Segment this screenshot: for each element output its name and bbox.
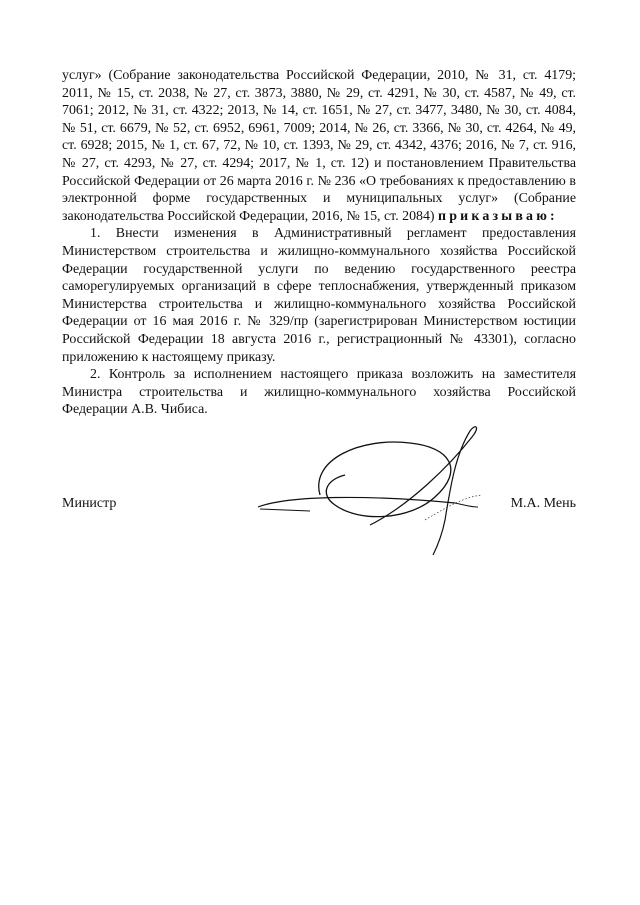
document-body [62, 67, 576, 419]
signature-row [62, 496, 576, 518]
order-word: приказываю: [438, 208, 558, 224]
signer-title: Министр [62, 496, 117, 511]
order-item-2: 2. Контроль за исполнением настоящего приказа возложить на заместителя Министра строительства и жилищно-коммунального хозяйства Российской Федерации А.В. Чибиса. [62, 367, 576, 418]
order-item-1: 1. Внести изменения в Административный регламент предоставления Министерством строительства и жилищно-коммунального хозяйства Российской Федерации государственной услуги по ведению государственного реестра саморегулируемых организаций в сфере теплоснабжения, утвержденный приказом Министерства строительства и жилищно-коммунального хозяйства Российской Федерации от 16 мая 2016 г. № 329/пр (зарегистрирован Министерством юстиции Российской Федерации 18 августа 2016 г., регистрационный № 43301), согласно приложению к настоящему приказу. [62, 226, 576, 365]
intro-paragraph [62, 67, 576, 225]
signature-image [250, 425, 490, 565]
signer-name: М.А. Мень [510, 496, 576, 511]
intro-text: услуг» (Собрание законодательства Российской Федерации, 2010, № 31, ст. 4179; 2011, № 15, ст. 2038, № 27, ст. 3873, 3880, № 29, ст. 4291, № 30, ст. 4587, № 49, ст. 7061; 2012, № 31, ст. 4322; 2013, № 14, ст. 1651, № 27, ст. 3477, 3480, № 30, ст. 4084, № 51, ст. 6679, № 52, ст. 6952, 6961, 7009; 2014, № 26, ст. 3366, № 30, ст. 4264, № 49, ст. 6928; 2015, № 1, ст. 67, 72, № 10, ст. 1393, № 29, ст. 4342, 4376; 2016, № 7, ст. 916, № 27, ст. 4293, № 27, ст. 4294; 2017, № 1, ст. 12) и постановлением Правительства Российской Федерации от 26 марта 2016 г. № 236 «О требованиях к предоставлению в электронной форме государственных и муниципальных услуг» (Собрание законодательства Российской Федерации, 2016, № 15, ст. 2084) [62, 68, 576, 224]
